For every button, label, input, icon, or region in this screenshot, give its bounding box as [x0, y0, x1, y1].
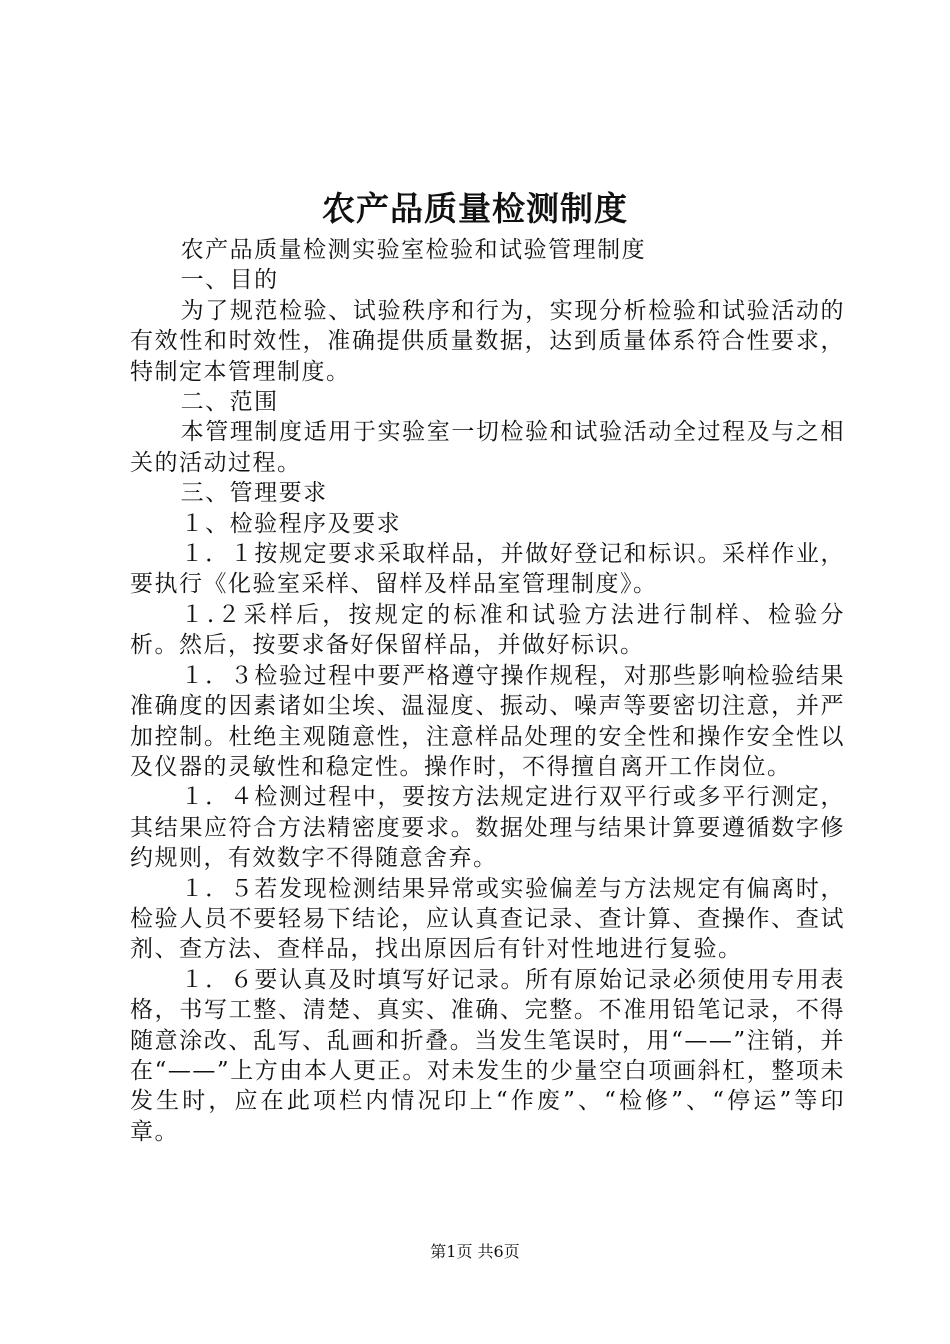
- clause-paragraph: １．３检验过程中要严格遵守操作规程，对那些影响检验结果准确度的因素诸如尘埃、温湿度、振动、噪声等要密切注意，并严加控制。杜绝主观随意性，注意样品处理的安全性和操作安全性以及仪器的灵敏性和稳定性。操作时，不得擅自离开工作岗位。: [130, 662, 845, 780]
- clause-paragraph: １．１按规定要求采取样品，并做好登记和标识。采样作业，要执行《化验室采样、留样及样品室管理制度》。: [130, 541, 845, 598]
- section-heading-purpose: 一、目的: [180, 267, 279, 294]
- purpose-paragraph: 为了规范检验、试验秩序和行为，实现分析检验和试验活动的有效性和时效性，准确提供质量数据，达到质量体系符合性要求，特制定本管理制度。: [130, 297, 845, 385]
- section-heading-requirements: 三、管理要求: [180, 480, 328, 507]
- clause-paragraph: １．６要认真及时填写好记录。所有原始记录必须使用专用表格，书写工整、清楚、真实、准确、完整。不准用铅笔记录，不得随意涂改、乱写、乱画和折叠。当发生笔误时，用“——”注销，并在“——”上方由本人更正。对未发生的少量空白项画斜杠，整项未发生时，应在此项栏内情况印上“作废”、“检修”、“停运”等印章。: [130, 966, 845, 1145]
- document-body: [130, 235, 845, 1147]
- clause-paragraph: １．４检测过程中，要按方法规定进行双平行或多平行测定，其结果应符合方法精密度要求。数据处理与结果计算要遵循数字修约规则，有效数字不得随意舍弃。: [130, 784, 845, 872]
- subtitle-paragraph: 农产品质量检测实验室检验和试验管理制度: [180, 237, 647, 263]
- page-number-footer: 第1页 共6页: [430, 1242, 520, 1261]
- section-heading-scope: 二、范围: [180, 389, 279, 416]
- subsection-heading-procedure: １、检验程序及要求: [180, 510, 402, 537]
- document-title: 农产品质量检测制度: [322, 189, 628, 228]
- clause-paragraph: １.２采样后，按规定的标准和试验方法进行制样、检验分析。然后，按要求备好保留样品，并做好标识。: [130, 601, 845, 659]
- clause-paragraph: １．５若发现检测结果异常或实验偏差与方法规定有偏离时，检验人员不要轻易下结论，应认真查记录、查计算、查操作、查试剂、查方法、查样品，找出原因后有针对性地进行复验。: [130, 875, 845, 963]
- scope-paragraph: 本管理制度适用于实验室一切检验和试验活动全过程及与之相关的活动过程。: [130, 419, 845, 476]
